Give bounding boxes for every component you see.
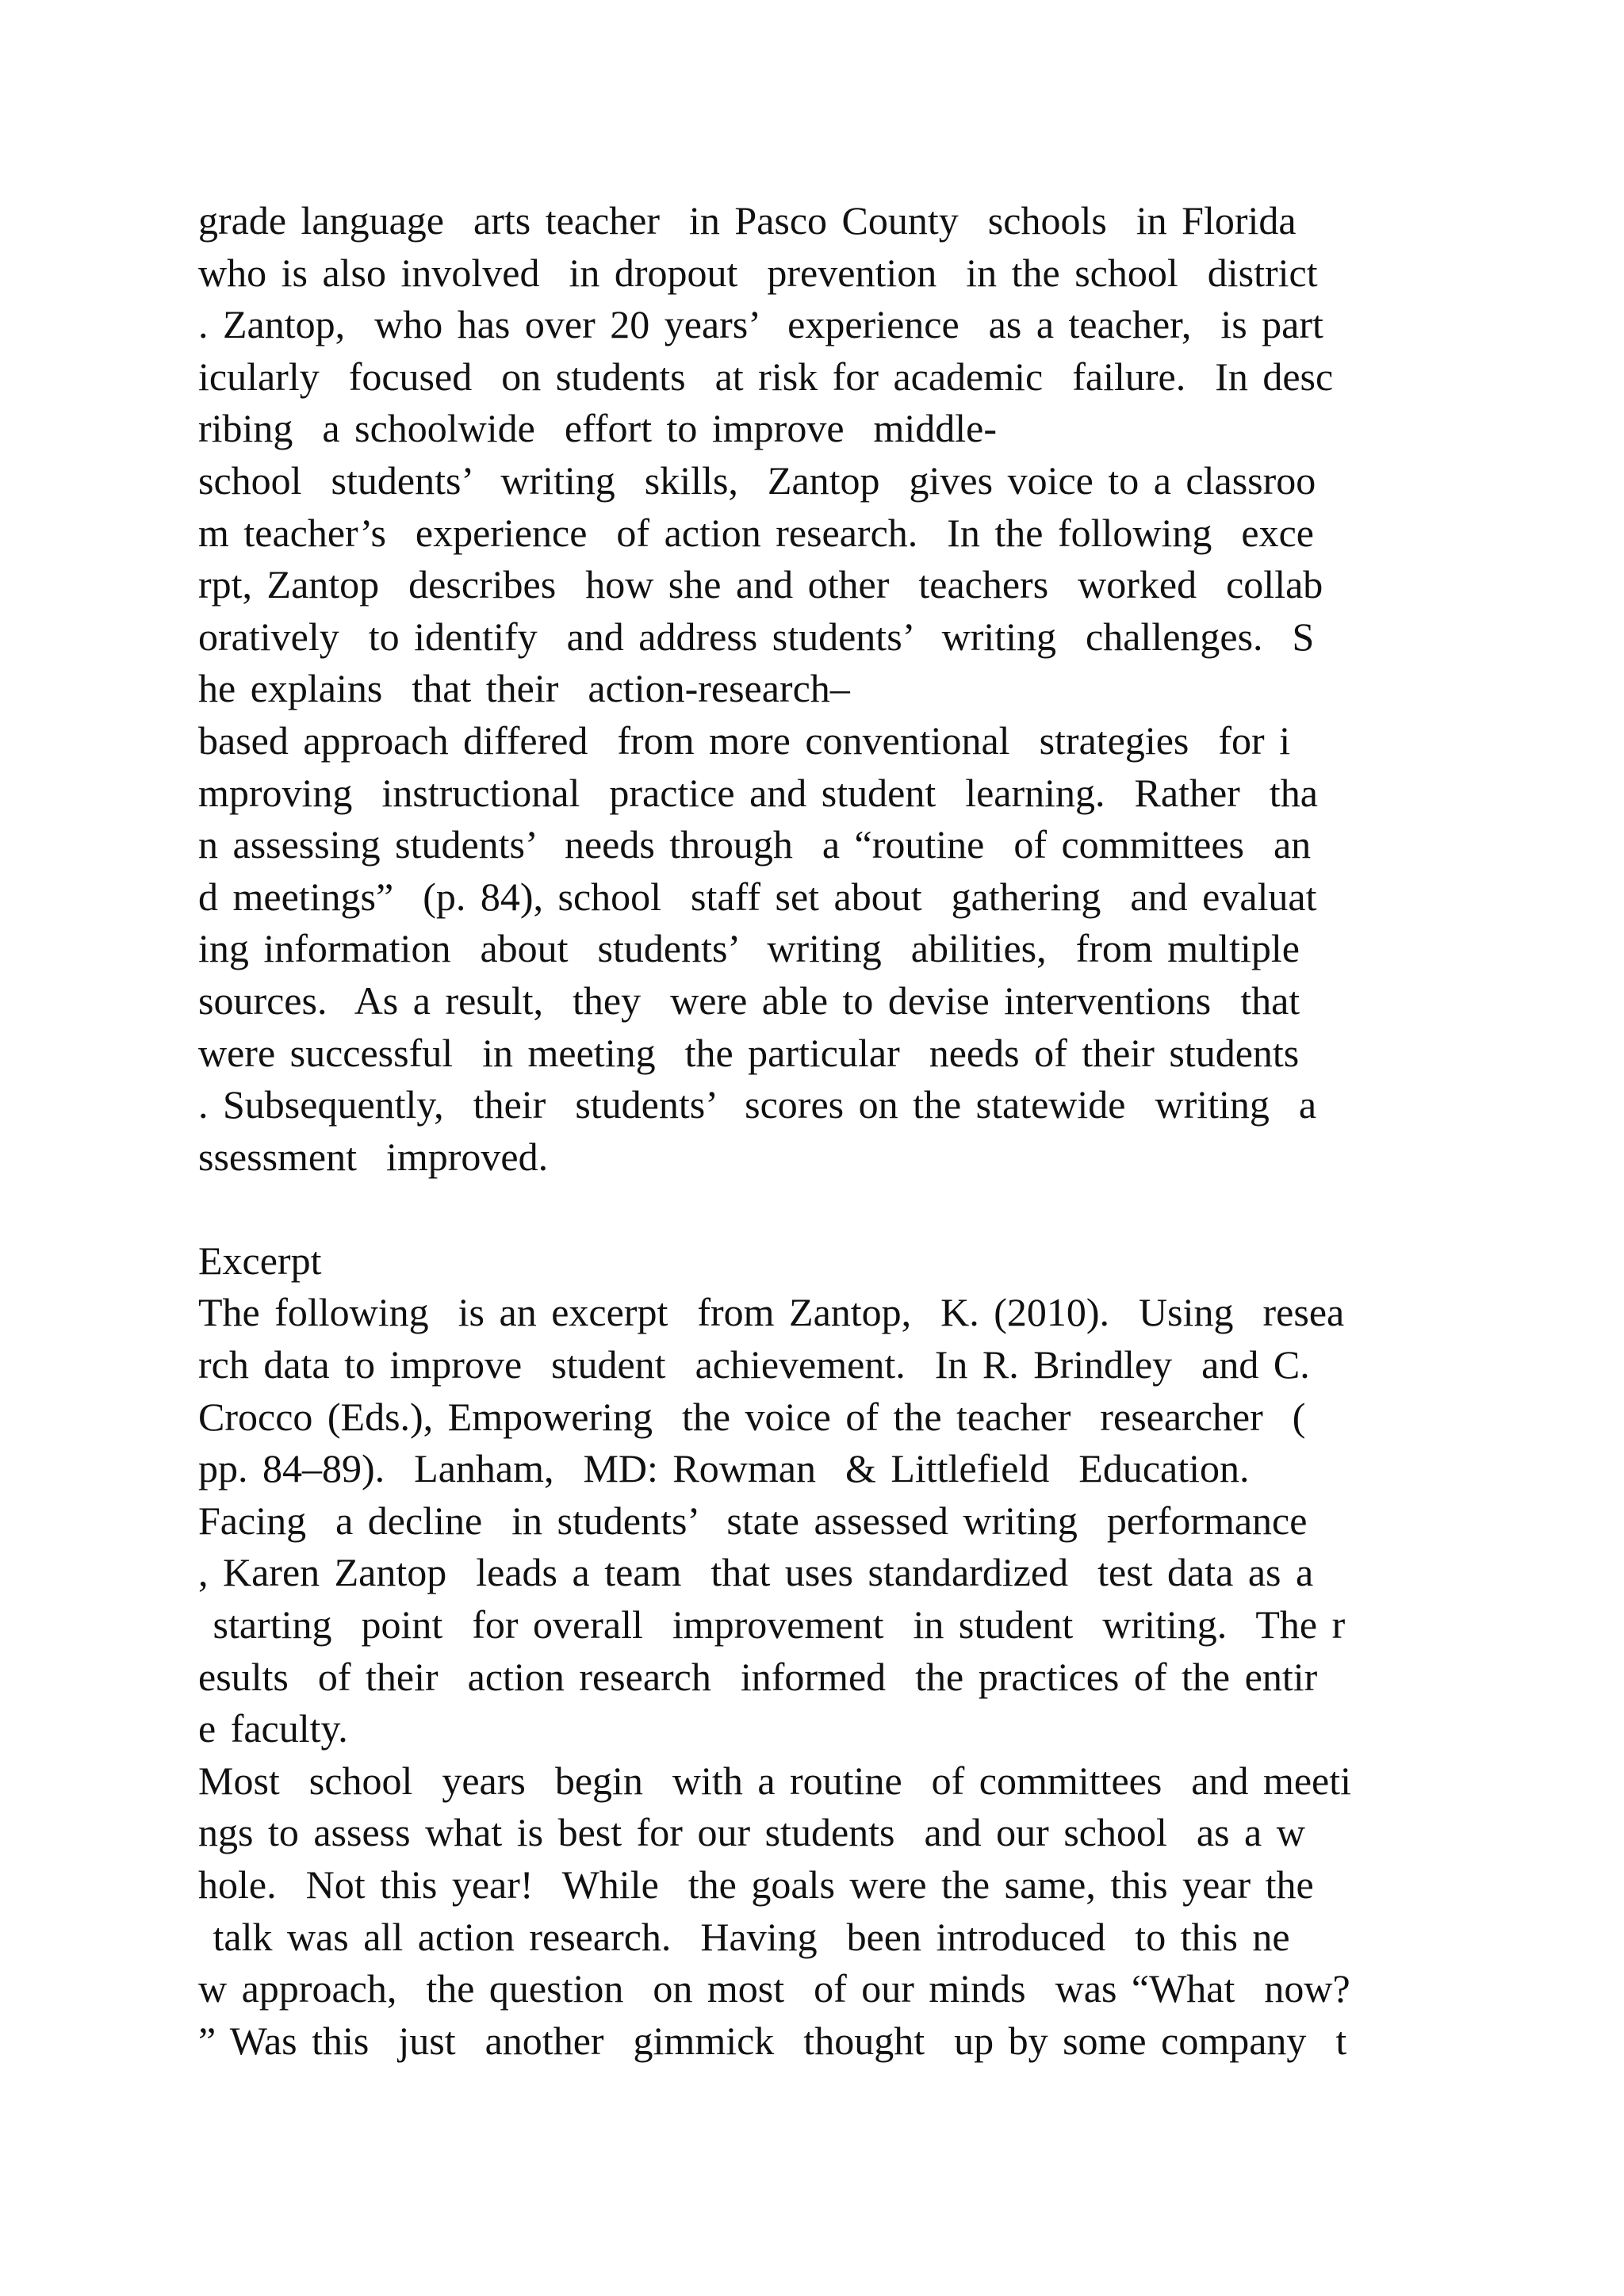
excerpt-line: hole. Not this year! While the goals were the same, this year the [198,1862,1314,1907]
excerpt-line: The following is an excerpt from Zantop, K. (2010). Using resea [198,1290,1345,1335]
excerpt-heading: Excerpt [198,1238,322,1283]
excerpt-line: rch data to improve student achievement. In R. Brindley and C. [198,1342,1310,1387]
body-line: d meetings” (p. 84), school staff set about gathering and evaluat [198,874,1317,919]
body-line: school students’ writing skills, Zantop gives voice to a classroo [198,457,1316,503]
excerpt-line: e faculty. [198,1706,348,1751]
body-line: sources. As a result, they were able to devise interventions that [198,978,1300,1023]
paragraph-gap [198,1183,1451,1235]
document-body [198,195,1451,2067]
body-line: grade language arts teacher in Pasco County schools in Florida [198,198,1297,243]
excerpt-line: esults of their action research informed the practices of the entir [198,1654,1318,1699]
excerpt-line: pp. 84–89). Lanham, MD: Rowman & Littlefield Education. [198,1446,1250,1491]
body-line: oratively to identify and address students’ writing challenges. S [198,614,1315,659]
body-line: n assessing students’ needs through a “routine of committees an [198,822,1312,867]
body-line: . Zantop, who has over 20 years’ experience as a teacher, is part [198,302,1323,347]
body-line: rpt, Zantop describes how she and other teachers worked collab [198,562,1323,607]
body-line: m teacher’s experience of action research. In the following exce [198,510,1315,555]
body-line: were successful in meeting the particular needs of their students [198,1030,1300,1075]
excerpt-line: Most school years begin with a routine of committees and meeti [198,1758,1352,1803]
excerpt-line: Crocco (Eds.), Empowering the voice of the teacher researcher ( [198,1394,1306,1439]
excerpt-line: talk was all action research. Having been introduced to this ne [198,1914,1290,1959]
body-line: ribing a schoolwide effort to improve middle- [198,406,998,451]
excerpt-line: ” Was this just another gimmick thought up by some company t [198,2018,1347,2063]
body-line: based approach differed from more conventional strategies for i [198,718,1291,763]
body-line: . Subsequently, their students’ scores on the statewide writing a [198,1082,1317,1127]
body-line: ing information about students’ writing abilities, from multiple [198,926,1300,971]
body-line: who is also involved in dropout prevention in the school district [198,250,1318,295]
excerpt-line: , Karen Zantop leads a team that uses standardized test data as a [198,1550,1314,1595]
excerpt-line: starting point for overall improvement in student writing. The r [198,1602,1346,1647]
body-line: ssessment improved. [198,1134,549,1179]
excerpt-line: Facing a decline in students’ state assessed writing performance [198,1498,1308,1543]
excerpt-line: ngs to assess what is best for our students and our school as a w [198,1810,1305,1855]
body-line: he explains that their action-research– [198,666,850,711]
body-line: mproving instructional practice and student learning. Rather tha [198,770,1318,815]
excerpt-line: w approach, the question on most of our minds was “What now? [198,1966,1350,2011]
body-line: icularly focused on students at risk for academic failure. In desc [198,354,1334,399]
